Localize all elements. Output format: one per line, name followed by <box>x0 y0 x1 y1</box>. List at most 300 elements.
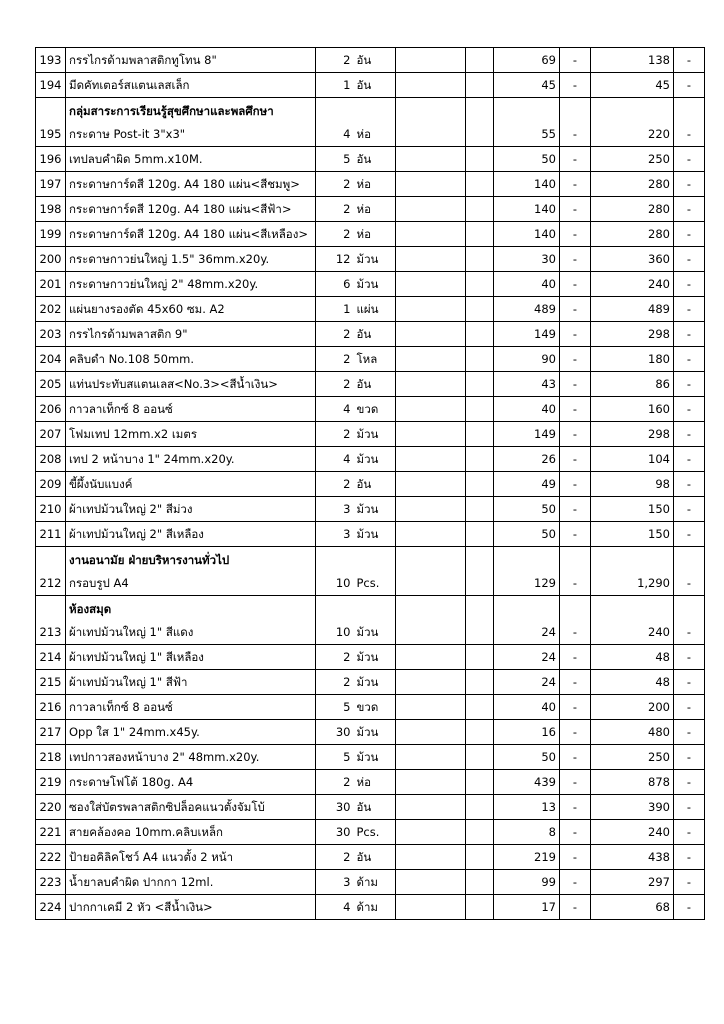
empty-cell <box>396 347 466 372</box>
total-price: 240 <box>591 820 674 845</box>
item-name <box>66 98 316 147</box>
item-unit: ขวด <box>354 397 396 422</box>
table-body <box>36 48 705 920</box>
unit-price-satang: - <box>560 497 591 522</box>
item-name: กระดาษกาวย่นใหญ่ 1.5" 36mm.x20y. <box>66 247 316 272</box>
empty-cell <box>396 820 466 845</box>
item-name: น้ำยาลบคำผิด ปากกา 12ml. <box>66 870 316 895</box>
total-price-satang: - <box>674 98 705 147</box>
item-name: กระดาษการ์ดสี 120g. A4 180 แผ่น<สีชมพู> <box>66 172 316 197</box>
item-number: 207 <box>36 422 66 447</box>
total-price: 150 <box>591 522 674 547</box>
empty-cell <box>396 397 466 422</box>
unit-price: 140 <box>494 172 560 197</box>
empty-cell <box>466 347 494 372</box>
table-row <box>36 770 705 795</box>
unit-price-satang: - <box>560 472 591 497</box>
item-number: 200 <box>36 247 66 272</box>
unit-price: 140 <box>494 197 560 222</box>
empty-cell <box>396 48 466 73</box>
item-unit: ห่อ <box>354 98 396 147</box>
table-row <box>36 447 705 472</box>
item-unit: อัน <box>354 73 396 98</box>
unit-price: 26 <box>494 447 560 472</box>
unit-price-satang: - <box>560 297 591 322</box>
unit-price: 49 <box>494 472 560 497</box>
empty-cell <box>396 422 466 447</box>
item-unit: ด้าม <box>354 870 396 895</box>
item-quantity: 12 <box>316 247 354 272</box>
item-number: 195 <box>36 98 66 147</box>
total-price: 360 <box>591 247 674 272</box>
item-quantity: 2 <box>316 670 354 695</box>
item-unit: อัน <box>354 147 396 172</box>
total-price-satang: - <box>674 596 705 645</box>
empty-cell <box>396 720 466 745</box>
unit-price: 50 <box>494 147 560 172</box>
unit-price-satang: - <box>560 272 591 297</box>
unit-price: 8 <box>494 820 560 845</box>
total-price-satang: - <box>674 547 705 596</box>
item-unit: ม้วน <box>354 745 396 770</box>
table-row <box>36 222 705 247</box>
table-row <box>36 397 705 422</box>
unit-price: 90 <box>494 347 560 372</box>
empty-cell <box>396 73 466 98</box>
total-price-satang: - <box>674 397 705 422</box>
unit-price-satang: - <box>560 547 591 596</box>
unit-price: 50 <box>494 745 560 770</box>
item-number: 216 <box>36 695 66 720</box>
item-number: 210 <box>36 497 66 522</box>
item-name: ขี้ผึ้งนับแบงค์ <box>66 472 316 497</box>
unit-price-satang: - <box>560 645 591 670</box>
total-price-satang: - <box>674 197 705 222</box>
empty-cell <box>466 297 494 322</box>
item-unit: โหล <box>354 347 396 372</box>
table-row <box>36 372 705 397</box>
item-number: 213 <box>36 596 66 645</box>
item-name-text: กรอบรูป A4 <box>69 576 129 590</box>
item-number: 212 <box>36 547 66 596</box>
unit-price: 439 <box>494 770 560 795</box>
unit-price: 40 <box>494 695 560 720</box>
item-unit: ม้วน <box>354 422 396 447</box>
total-price: 104 <box>591 447 674 472</box>
item-name: มีดคัทเตอร์สแตนเลสเล็ก <box>66 73 316 98</box>
empty-cell <box>466 820 494 845</box>
table-row <box>36 98 705 147</box>
unit-price: 24 <box>494 670 560 695</box>
total-price: 280 <box>591 197 674 222</box>
item-unit: ม้วน <box>354 720 396 745</box>
unit-price: 149 <box>494 422 560 447</box>
total-price: 240 <box>591 596 674 645</box>
item-name: สายคล้องคอ 10mm.คลิบเหล็ก <box>66 820 316 845</box>
item-quantity: 1 <box>316 73 354 98</box>
item-quantity: 3 <box>316 522 354 547</box>
unit-price-satang: - <box>560 372 591 397</box>
total-price: 390 <box>591 795 674 820</box>
empty-cell <box>466 745 494 770</box>
unit-price: 55 <box>494 98 560 147</box>
table-row <box>36 147 705 172</box>
item-quantity: 2 <box>316 172 354 197</box>
item-name: กรรไกรด้ามพลาสติก 9" <box>66 322 316 347</box>
table-row <box>36 795 705 820</box>
item-name: ผ้าเทปม้วนใหญ่ 1" สีเหลือง <box>66 645 316 670</box>
item-name: ปากกาเคมี 2 หัว <สีน้ำเงิน> <box>66 895 316 920</box>
empty-cell <box>396 596 466 645</box>
unit-price: 69 <box>494 48 560 73</box>
item-quantity: 6 <box>316 272 354 297</box>
empty-cell <box>466 197 494 222</box>
total-price: 438 <box>591 845 674 870</box>
total-price: 200 <box>591 695 674 720</box>
item-number: 204 <box>36 347 66 372</box>
item-unit: ม้วน <box>354 247 396 272</box>
item-number: 208 <box>36 447 66 472</box>
table-row <box>36 422 705 447</box>
empty-cell <box>396 147 466 172</box>
unit-price: 17 <box>494 895 560 920</box>
empty-cell <box>396 870 466 895</box>
item-quantity: 2 <box>316 347 354 372</box>
item-quantity: 2 <box>316 48 354 73</box>
table-row <box>36 820 705 845</box>
item-unit: Pcs. <box>354 547 396 596</box>
empty-cell <box>466 720 494 745</box>
item-quantity: 4 <box>316 397 354 422</box>
item-unit: อัน <box>354 322 396 347</box>
total-price: 878 <box>591 770 674 795</box>
total-price-satang: - <box>674 522 705 547</box>
empty-cell <box>466 447 494 472</box>
item-number: 218 <box>36 745 66 770</box>
item-quantity: 5 <box>316 147 354 172</box>
item-name: กระดาษกาวย่นใหญ่ 2" 48mm.x20y. <box>66 272 316 297</box>
item-quantity: 5 <box>316 745 354 770</box>
table-row <box>36 272 705 297</box>
item-name: กระดาษโฟโต้ 180g. A4 <box>66 770 316 795</box>
unit-price: 43 <box>494 372 560 397</box>
total-price: 280 <box>591 172 674 197</box>
item-number: 221 <box>36 820 66 845</box>
empty-cell <box>466 795 494 820</box>
empty-cell <box>466 845 494 870</box>
item-unit: อัน <box>354 48 396 73</box>
total-price: 480 <box>591 720 674 745</box>
unit-price-satang: - <box>560 197 591 222</box>
group-heading: งานอนามัย ฝ่ายบริหารงานทั่วไป <box>69 553 230 567</box>
total-price-satang: - <box>674 422 705 447</box>
table-row <box>36 347 705 372</box>
total-price: 280 <box>591 222 674 247</box>
item-number: 215 <box>36 670 66 695</box>
item-number: 214 <box>36 645 66 670</box>
total-price: 240 <box>591 272 674 297</box>
item-quantity: 2 <box>316 645 354 670</box>
total-price-satang: - <box>674 447 705 472</box>
item-name: Opp ใส 1" 24mm.x45y. <box>66 720 316 745</box>
item-number: 220 <box>36 795 66 820</box>
total-price: 1,290 <box>591 547 674 596</box>
empty-cell <box>396 670 466 695</box>
empty-cell <box>466 372 494 397</box>
unit-price-satang: - <box>560 397 591 422</box>
total-price-satang: - <box>674 222 705 247</box>
item-number: 203 <box>36 322 66 347</box>
item-quantity: 2 <box>316 322 354 347</box>
item-number: 198 <box>36 197 66 222</box>
item-quantity: 2 <box>316 197 354 222</box>
item-quantity: 10 <box>316 547 354 596</box>
table-row <box>36 645 705 670</box>
item-quantity: 30 <box>316 720 354 745</box>
unit-price: 140 <box>494 222 560 247</box>
table-row <box>36 522 705 547</box>
unit-price: 489 <box>494 297 560 322</box>
empty-cell <box>466 98 494 147</box>
empty-cell <box>466 870 494 895</box>
item-quantity: 4 <box>316 895 354 920</box>
item-quantity: 2 <box>316 222 354 247</box>
items-table <box>35 47 705 920</box>
table-row <box>36 322 705 347</box>
empty-cell <box>396 372 466 397</box>
total-price-satang: - <box>674 870 705 895</box>
table-row <box>36 695 705 720</box>
item-unit: ม้วน <box>354 272 396 297</box>
total-price: 298 <box>591 322 674 347</box>
empty-cell <box>396 845 466 870</box>
empty-cell <box>396 447 466 472</box>
table-row <box>36 472 705 497</box>
item-name: กรรไกรด้ามพลาสติกทูโทน 8" <box>66 48 316 73</box>
empty-cell <box>466 895 494 920</box>
unit-price-satang: - <box>560 845 591 870</box>
table-row <box>36 73 705 98</box>
empty-cell <box>396 745 466 770</box>
total-price: 48 <box>591 645 674 670</box>
item-quantity: 5 <box>316 695 354 720</box>
total-price-satang: - <box>674 845 705 870</box>
item-quantity: 2 <box>316 422 354 447</box>
item-unit: ห่อ <box>354 770 396 795</box>
group-heading: ห้องสมุด <box>69 602 112 616</box>
unit-price-satang: - <box>560 596 591 645</box>
item-unit: ด้าม <box>354 895 396 920</box>
table-row <box>36 720 705 745</box>
empty-cell <box>396 222 466 247</box>
empty-cell <box>466 670 494 695</box>
item-name: เทปลบคำผิด 5mm.x10M. <box>66 147 316 172</box>
item-number: 223 <box>36 870 66 895</box>
empty-cell <box>466 322 494 347</box>
item-quantity: 4 <box>316 447 354 472</box>
item-quantity: 30 <box>316 795 354 820</box>
table-row <box>36 870 705 895</box>
empty-cell <box>396 695 466 720</box>
unit-price-satang: - <box>560 147 591 172</box>
item-name-text: ผ้าเทปม้วนใหญ่ 1" สีแดง <box>69 625 194 639</box>
item-number: 211 <box>36 522 66 547</box>
total-price-satang: - <box>674 497 705 522</box>
item-unit: Pcs. <box>354 820 396 845</box>
unit-price: 24 <box>494 596 560 645</box>
item-number: 199 <box>36 222 66 247</box>
unit-price-satang: - <box>560 770 591 795</box>
item-quantity: 3 <box>316 497 354 522</box>
total-price-satang: - <box>674 895 705 920</box>
empty-cell <box>466 596 494 645</box>
empty-cell <box>466 695 494 720</box>
total-price-satang: - <box>674 770 705 795</box>
total-price-satang: - <box>674 472 705 497</box>
item-number: 194 <box>36 73 66 98</box>
total-price-satang: - <box>674 48 705 73</box>
unit-price-satang: - <box>560 322 591 347</box>
item-number: 196 <box>36 147 66 172</box>
total-price-satang: - <box>674 720 705 745</box>
total-price-satang: - <box>674 695 705 720</box>
item-name: แผ่นยางรองตัด 45x60 ซม. A2 <box>66 297 316 322</box>
item-name: คลิบดำ No.108 50mm. <box>66 347 316 372</box>
total-price: 160 <box>591 397 674 422</box>
unit-price: 219 <box>494 845 560 870</box>
unit-price-satang: - <box>560 422 591 447</box>
unit-price-satang: - <box>560 795 591 820</box>
item-unit: ม้วน <box>354 447 396 472</box>
item-name: กาวลาเท็กซ์ 8 ออนซ์ <box>66 397 316 422</box>
item-quantity: 1 <box>316 297 354 322</box>
empty-cell <box>466 547 494 596</box>
item-quantity: 2 <box>316 472 354 497</box>
unit-price-satang: - <box>560 522 591 547</box>
item-unit: อัน <box>354 372 396 397</box>
total-price-satang: - <box>674 645 705 670</box>
table-row <box>36 297 705 322</box>
unit-price-satang: - <box>560 820 591 845</box>
empty-cell <box>396 272 466 297</box>
unit-price: 24 <box>494 645 560 670</box>
unit-price: 149 <box>494 322 560 347</box>
unit-price-satang: - <box>560 670 591 695</box>
empty-cell <box>466 73 494 98</box>
item-name: กระดาษการ์ดสี 120g. A4 180 แผ่น<สีฟ้า> <box>66 197 316 222</box>
empty-cell <box>396 172 466 197</box>
unit-price: 50 <box>494 522 560 547</box>
total-price-satang: - <box>674 147 705 172</box>
unit-price-satang: - <box>560 48 591 73</box>
total-price-satang: - <box>674 795 705 820</box>
item-quantity: 2 <box>316 372 354 397</box>
total-price: 98 <box>591 472 674 497</box>
total-price: 298 <box>591 422 674 447</box>
total-price: 250 <box>591 147 674 172</box>
unit-price: 16 <box>494 720 560 745</box>
table-row <box>36 895 705 920</box>
empty-cell <box>396 497 466 522</box>
table-row <box>36 247 705 272</box>
item-name: เทป 2 หน้าบาง 1" 24mm.x20y. <box>66 447 316 472</box>
item-number: 224 <box>36 895 66 920</box>
item-quantity: 3 <box>316 870 354 895</box>
unit-price-satang: - <box>560 347 591 372</box>
total-price: 150 <box>591 497 674 522</box>
empty-cell <box>396 770 466 795</box>
empty-cell <box>466 222 494 247</box>
unit-price-satang: - <box>560 447 591 472</box>
total-price: 138 <box>591 48 674 73</box>
unit-price-satang: - <box>560 870 591 895</box>
table-row <box>36 497 705 522</box>
empty-cell <box>466 397 494 422</box>
unit-price-satang: - <box>560 895 591 920</box>
empty-cell <box>396 522 466 547</box>
total-price: 489 <box>591 297 674 322</box>
unit-price: 99 <box>494 870 560 895</box>
unit-price: 45 <box>494 73 560 98</box>
item-number: 197 <box>36 172 66 197</box>
empty-cell <box>396 322 466 347</box>
total-price-satang: - <box>674 247 705 272</box>
item-name <box>66 547 316 596</box>
table-row <box>36 745 705 770</box>
empty-cell <box>396 795 466 820</box>
unit-price: 30 <box>494 247 560 272</box>
empty-cell <box>466 147 494 172</box>
item-name: ซองใส่บัตรพลาสติกซิปล็อคแนวตั้งจัมโบ้ <box>66 795 316 820</box>
item-unit: ห่อ <box>354 172 396 197</box>
item-number: 222 <box>36 845 66 870</box>
unit-price-satang: - <box>560 695 591 720</box>
item-unit: ขวด <box>354 695 396 720</box>
total-price-satang: - <box>674 322 705 347</box>
total-price-satang: - <box>674 272 705 297</box>
table-row <box>36 845 705 870</box>
unit-price-satang: - <box>560 172 591 197</box>
empty-cell <box>466 422 494 447</box>
total-price: 220 <box>591 98 674 147</box>
empty-cell <box>396 547 466 596</box>
item-name: กาวลาเท็กซ์ 8 ออนซ์ <box>66 695 316 720</box>
table-row <box>36 596 705 645</box>
unit-price-satang: - <box>560 247 591 272</box>
empty-cell <box>466 522 494 547</box>
item-unit: อัน <box>354 472 396 497</box>
total-price-satang: - <box>674 347 705 372</box>
item-quantity: 10 <box>316 596 354 645</box>
item-unit: แผ่น <box>354 297 396 322</box>
total-price-satang: - <box>674 745 705 770</box>
total-price-satang: - <box>674 73 705 98</box>
table-row <box>36 172 705 197</box>
item-unit: อัน <box>354 845 396 870</box>
item-name: โฟมเทป 12mm.x2 เมตร <box>66 422 316 447</box>
empty-cell <box>396 197 466 222</box>
table-row <box>36 197 705 222</box>
item-number: 219 <box>36 770 66 795</box>
item-name <box>66 596 316 645</box>
unit-price-satang: - <box>560 720 591 745</box>
unit-price-satang: - <box>560 745 591 770</box>
item-unit: ห่อ <box>354 222 396 247</box>
table-row <box>36 48 705 73</box>
unit-price: 40 <box>494 272 560 297</box>
unit-price-satang: - <box>560 73 591 98</box>
item-quantity: 2 <box>316 770 354 795</box>
